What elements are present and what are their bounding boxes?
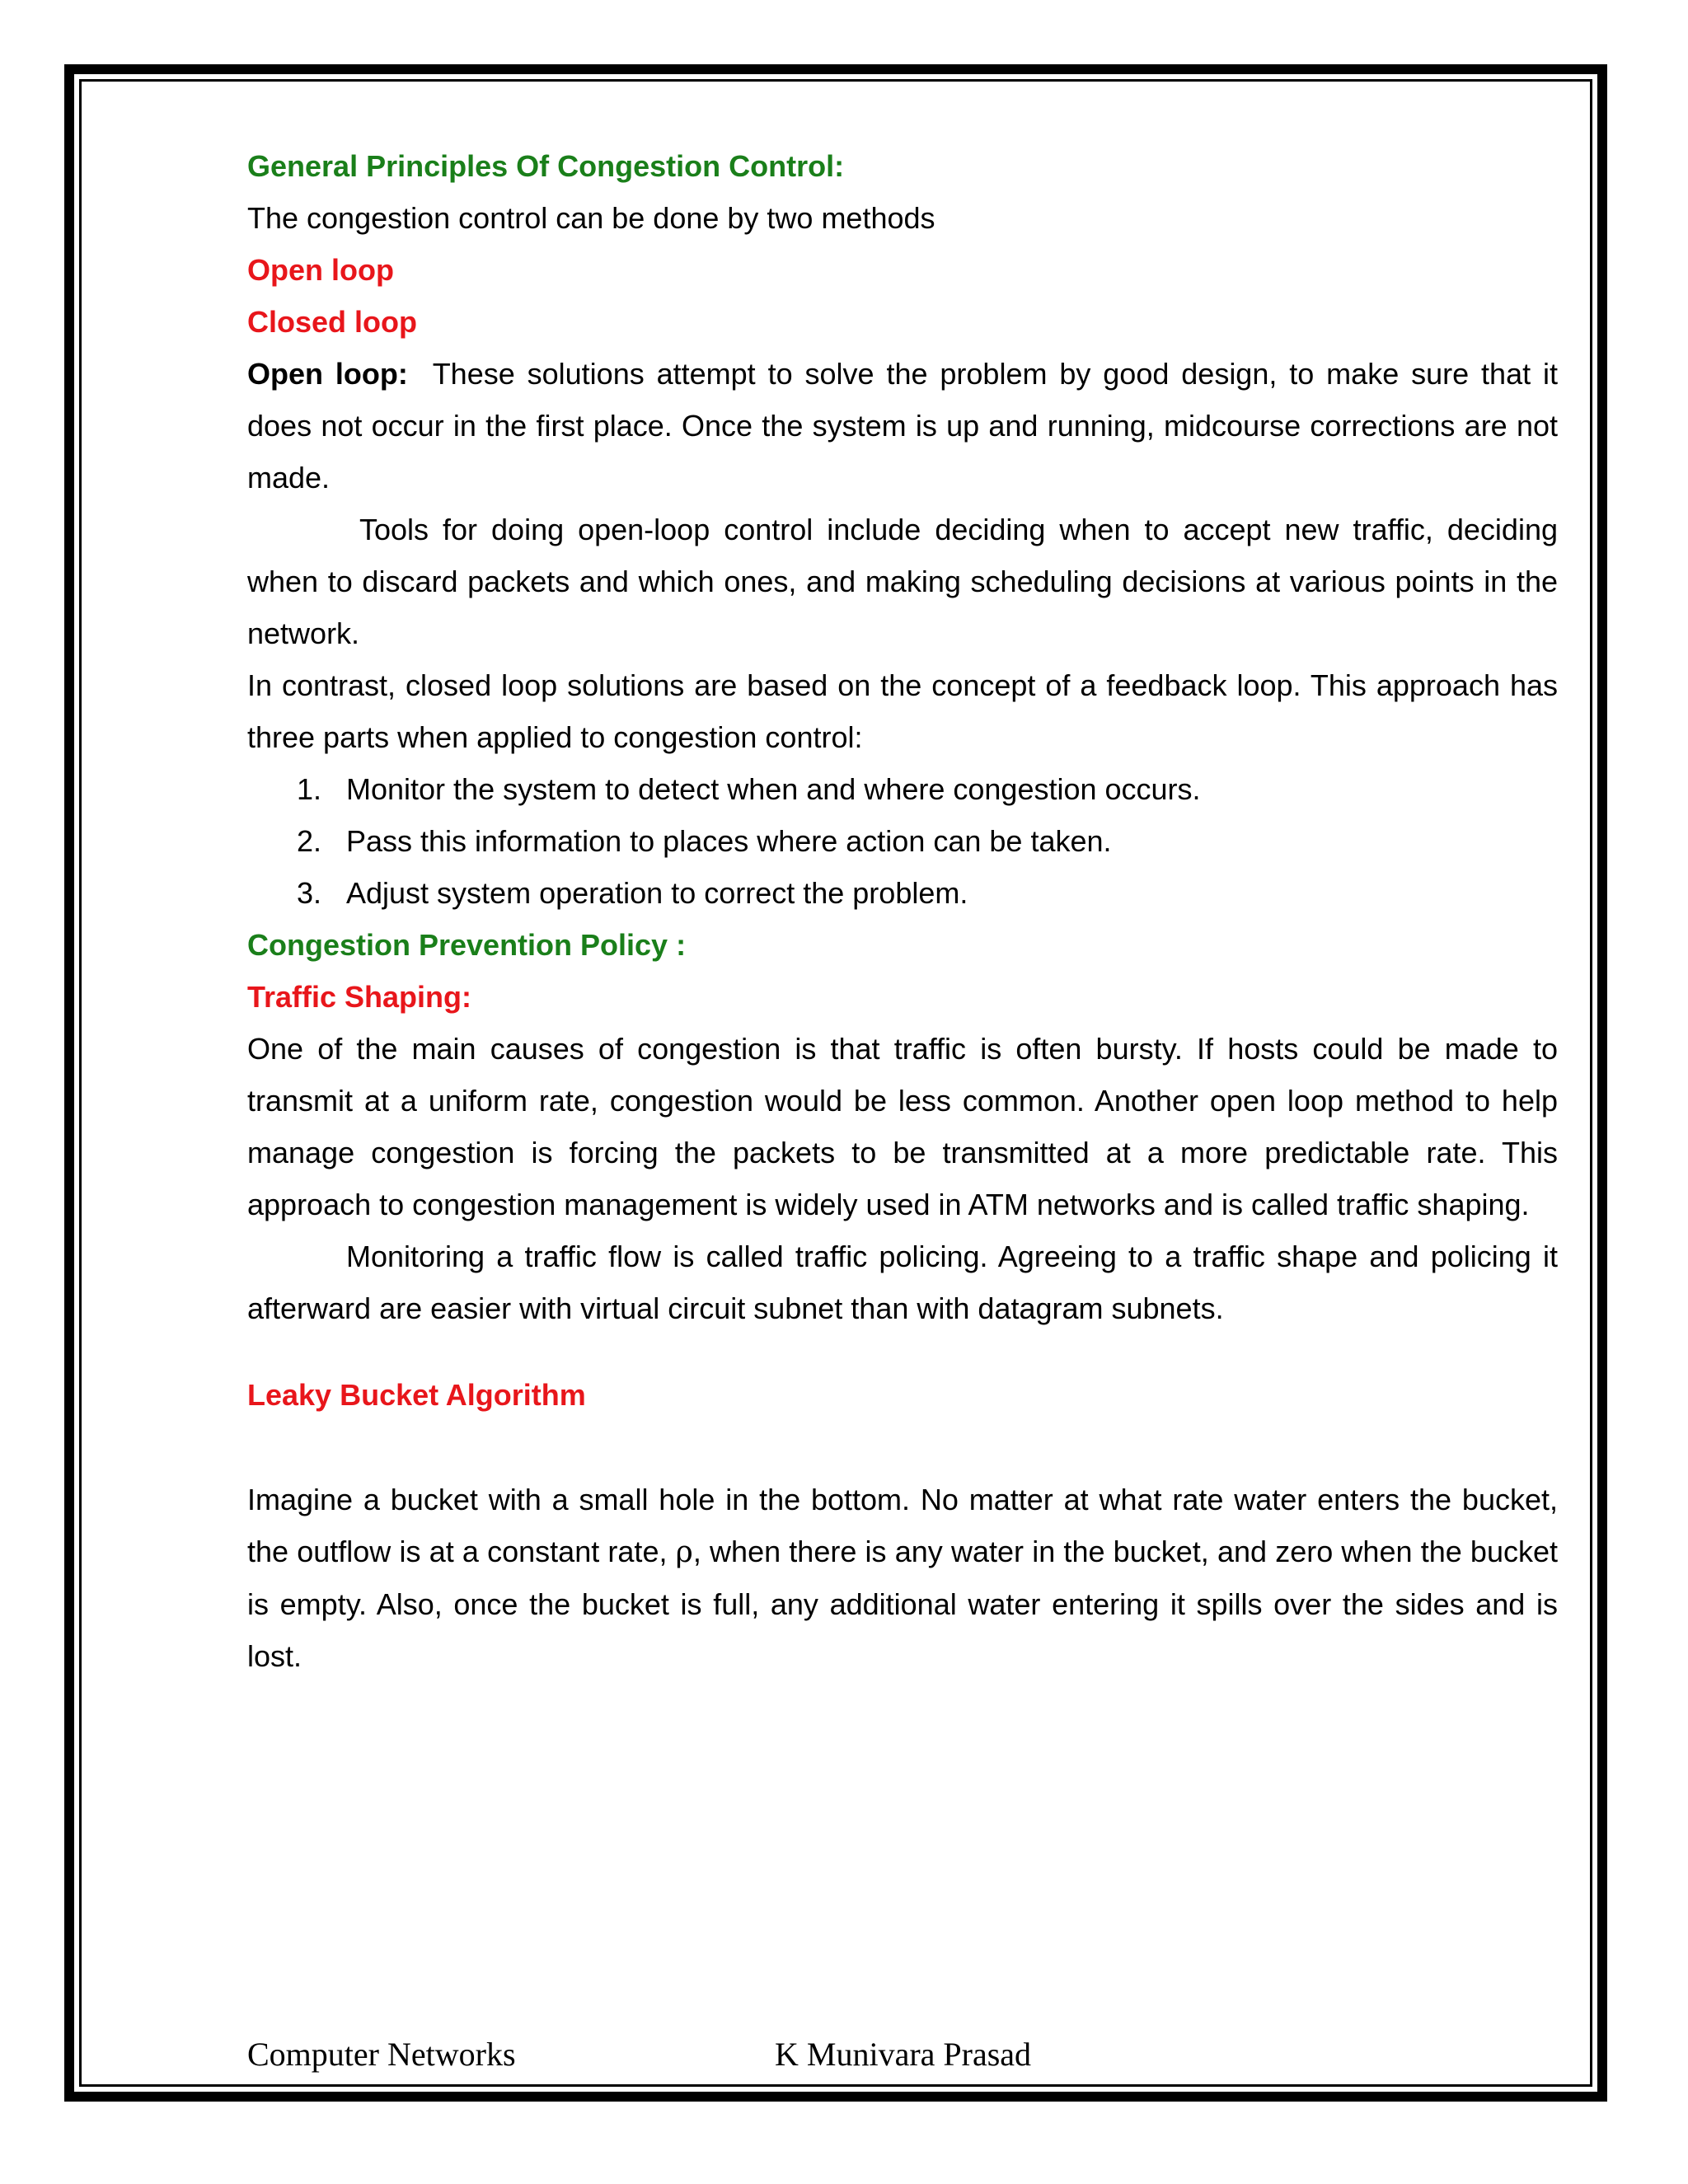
open-loop-text: These solutions attempt to solve the problem by good design, to make sure that it does not occur in the first place. Once the system is up and running, midcourse corrections are not made.	[247, 357, 1558, 494]
step-number: 2.	[297, 824, 322, 858]
method-closed-loop: Closed loop	[247, 305, 417, 339]
heading-general-principles: General Principles Of Congestion Control:	[247, 149, 845, 183]
step-text: Monitor the system to detect when and where congestion occurs.	[346, 772, 1201, 806]
rho-symbol: ρ	[675, 1535, 693, 1569]
traffic-policing-paragraph: Monitoring a traffic flow is called traffic policing. Agreeing to a traffic shape and policing it afterward are easier with virtual circuit subnet than with datagram subnets.	[247, 1240, 1558, 1325]
leaky-bucket-paragraph	[247, 1474, 1558, 1682]
leaky-text-part1: Imagine a bucket with a small hole in the bottom. No matter at what rate water enters the bucket, the outflow is at a constant rate,	[247, 1483, 1558, 1568]
tools-paragraph: Tools for doing open-loop control include deciding when to accept new traffic, deciding when to discard packets and which ones, and making scheduling decisions at various points in the network.	[247, 513, 1558, 650]
list-item	[247, 815, 1558, 867]
footer-course-title: Computer Networks	[247, 2036, 516, 2073]
list-item	[247, 867, 1558, 919]
step-number: 1.	[297, 772, 322, 806]
document-body	[247, 140, 1558, 1682]
footer-author: K Munivara Prasad	[775, 2036, 1032, 2073]
closed-loop-paragraph: In contrast, closed loop solutions are based on the concept of a feedback loop. This approach has three parts when applied to congestion control:	[247, 668, 1558, 754]
step-text: Pass this information to places where action can be taken.	[346, 824, 1112, 858]
intro-text: The congestion control can be done by two methods	[247, 201, 935, 235]
traffic-shaping-paragraph: One of the main causes of congestion is that traffic is often bursty. If hosts could be made to transmit at a uniform rate, congestion would be less common. Another open loop method to help manage congestion is forcing the packets to be transmitted at a more predictable rate. This approach to congestion management is widely used in ATM networks and is called traffic shaping.	[247, 1032, 1558, 1221]
heading-congestion-prevention: Congestion Prevention Policy :	[247, 928, 687, 962]
leaky-text-part2: , when there is any water in the bucket, and zero when the bucket is empty. Also, once the bucket is full, any additional water entering it spills over the sides and is lost.	[247, 1535, 1559, 1673]
method-open-loop: Open loop	[247, 253, 394, 287]
open-loop-paragraph	[247, 348, 1558, 504]
step-text: Adjust system operation to correct the problem.	[346, 876, 968, 910]
heading-leaky-bucket: Leaky Bucket Algorithm	[247, 1378, 586, 1412]
steps-list	[247, 763, 1558, 919]
step-number: 3.	[297, 876, 322, 910]
open-loop-label: Open loop:	[247, 357, 408, 391]
heading-traffic-shaping: Traffic Shaping:	[247, 980, 472, 1014]
list-item	[247, 763, 1558, 815]
